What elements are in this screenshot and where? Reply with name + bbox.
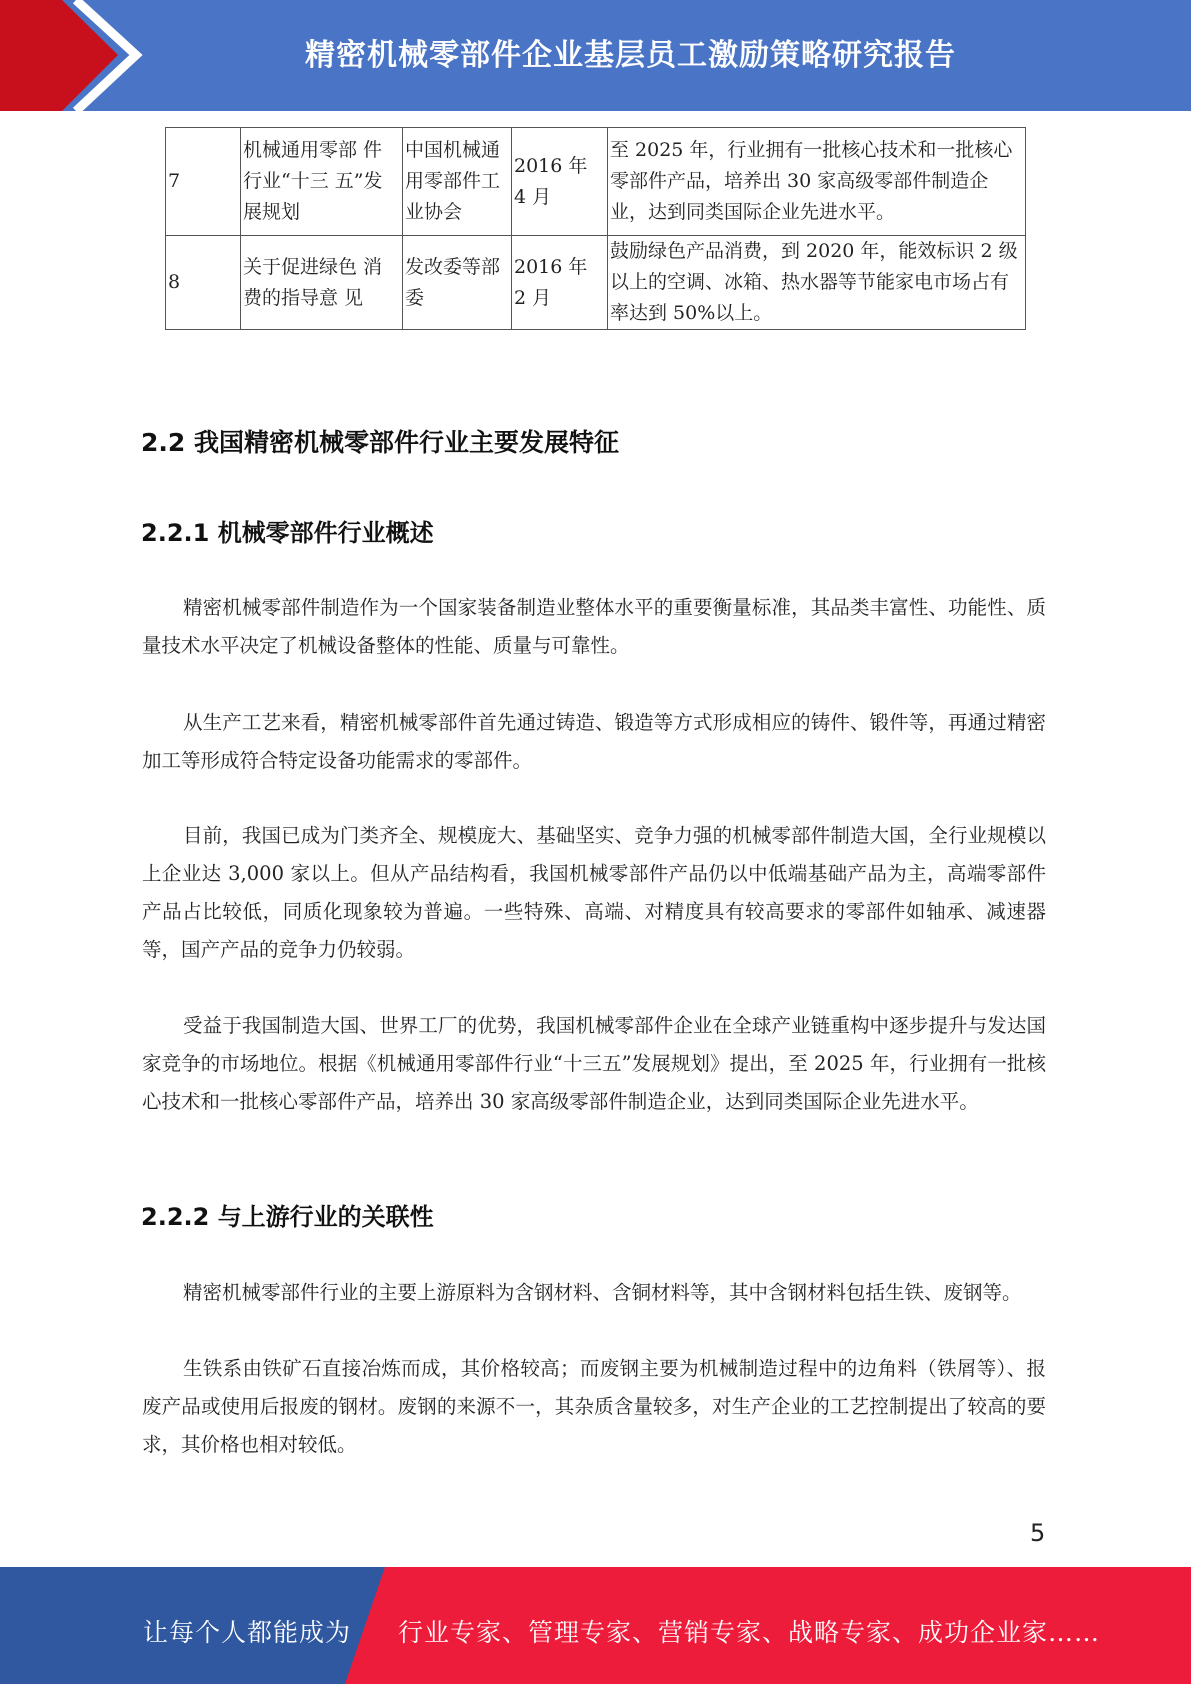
page-header: [0, 0, 1191, 111]
policy-table: [165, 127, 1026, 330]
footer-slogan-left: 让每个人都能成为: [143, 1618, 352, 1647]
issuing-organization: 发改委等部委: [403, 236, 512, 330]
table-row: [166, 236, 1026, 330]
section-heading-2-2-1: 2.2.1 机械零部件行业概述: [141, 519, 434, 547]
row-number: 7: [166, 128, 241, 236]
issue-date: 2016 年 2 月: [512, 236, 608, 330]
paragraph: 目前，我国已成为门类齐全、规模庞大、基础坚实、竞争力强的机械零部件制造大国，全行业规模以上企业达 3,000 家以上。但从产品结构看，我国机械零部件产品仍以中低端基础产品为主，高端零部件产品占比较低，同质化现象较为普遍。一些特殊、高端、对精度具有较高要求的零部件如轴承、减速器等，国产产品的竞争力仍较弱。: [142, 824, 1046, 961]
policy-content: 鼓励绿色产品消费，到 2020 年，能效标识 2 级以上的空调、冰箱、热水器等节能家电市场占有率达到 50%以上。: [608, 236, 1026, 330]
footer-slogan-right: 行业专家、管理专家、营销专家、战略专家、成功企业家……: [398, 1618, 1101, 1647]
section-heading-2-2-2: 2.2.2 与上游行业的关联性: [141, 1203, 434, 1231]
report-title: 精密机械零部件企业基层员工激励策略研究报告: [305, 38, 956, 73]
row-number: 8: [166, 236, 241, 330]
paragraph: 从生产工艺来看，精密机械零部件首先通过铸造、锻造等方式形成相应的铸件、锻件等，再通过精密加工等形成符合特定设备功能需求的零部件。: [142, 711, 1046, 772]
paragraph: 精密机械零部件制造作为一个国家装备制造业整体水平的重要衡量标准，其品类丰富性、功能性、质量技术水平决定了机械设备整体的性能、质量与可靠性。: [142, 596, 1046, 657]
paragraph: 精密机械零部件行业的主要上游原料为含钢材料、含铜材料等，其中含钢材料包括生铁、废钢等。: [183, 1281, 1022, 1304]
table-row: [166, 128, 1026, 236]
section-heading-2-2: 2.2 我国精密机械零部件行业主要发展特征: [141, 428, 619, 457]
page-footer: [0, 1567, 1191, 1684]
paragraph: 生铁系由铁矿石直接冶炼而成，其价格较高；而废钢主要为机械制造过程中的边角料（铁屑等）、报废产品或使用后报废的钢材。废钢的来源不一，其杂质含量较多，对生产企业的工艺控制提出了较高的要求，其价格也相对较低。: [142, 1357, 1046, 1456]
issuing-organization: 中国机械通用零部件工业协会: [403, 128, 512, 236]
paragraph: 受益于我国制造大国、世界工厂的优势，我国机械零部件企业在全球产业链重构中逐步提升与发达国家竞争的市场地位。根据《机械通用零部件行业“十三五”发展规划》提出，至 2025 年，行业拥有一批核心技术和一批核心零部件产品，培养出 30 家高级零部件制造企业，达到同类国际企业先进水平。: [142, 1014, 1046, 1113]
page-number: 5: [1030, 1519, 1046, 1547]
policy-name: 机械通用零部 件行业“十三 五”发展规划: [241, 128, 403, 236]
policy-name: 关于促进绿色 消费的指导意 见: [241, 236, 403, 330]
policy-content: 至 2025 年，行业拥有一批核心技术和一批核心零部件产品，培养出 30 家高级零部件制造企业，达到同类国际企业先进水平。: [608, 128, 1026, 236]
issue-date: 2016 年 4 月: [512, 128, 608, 236]
